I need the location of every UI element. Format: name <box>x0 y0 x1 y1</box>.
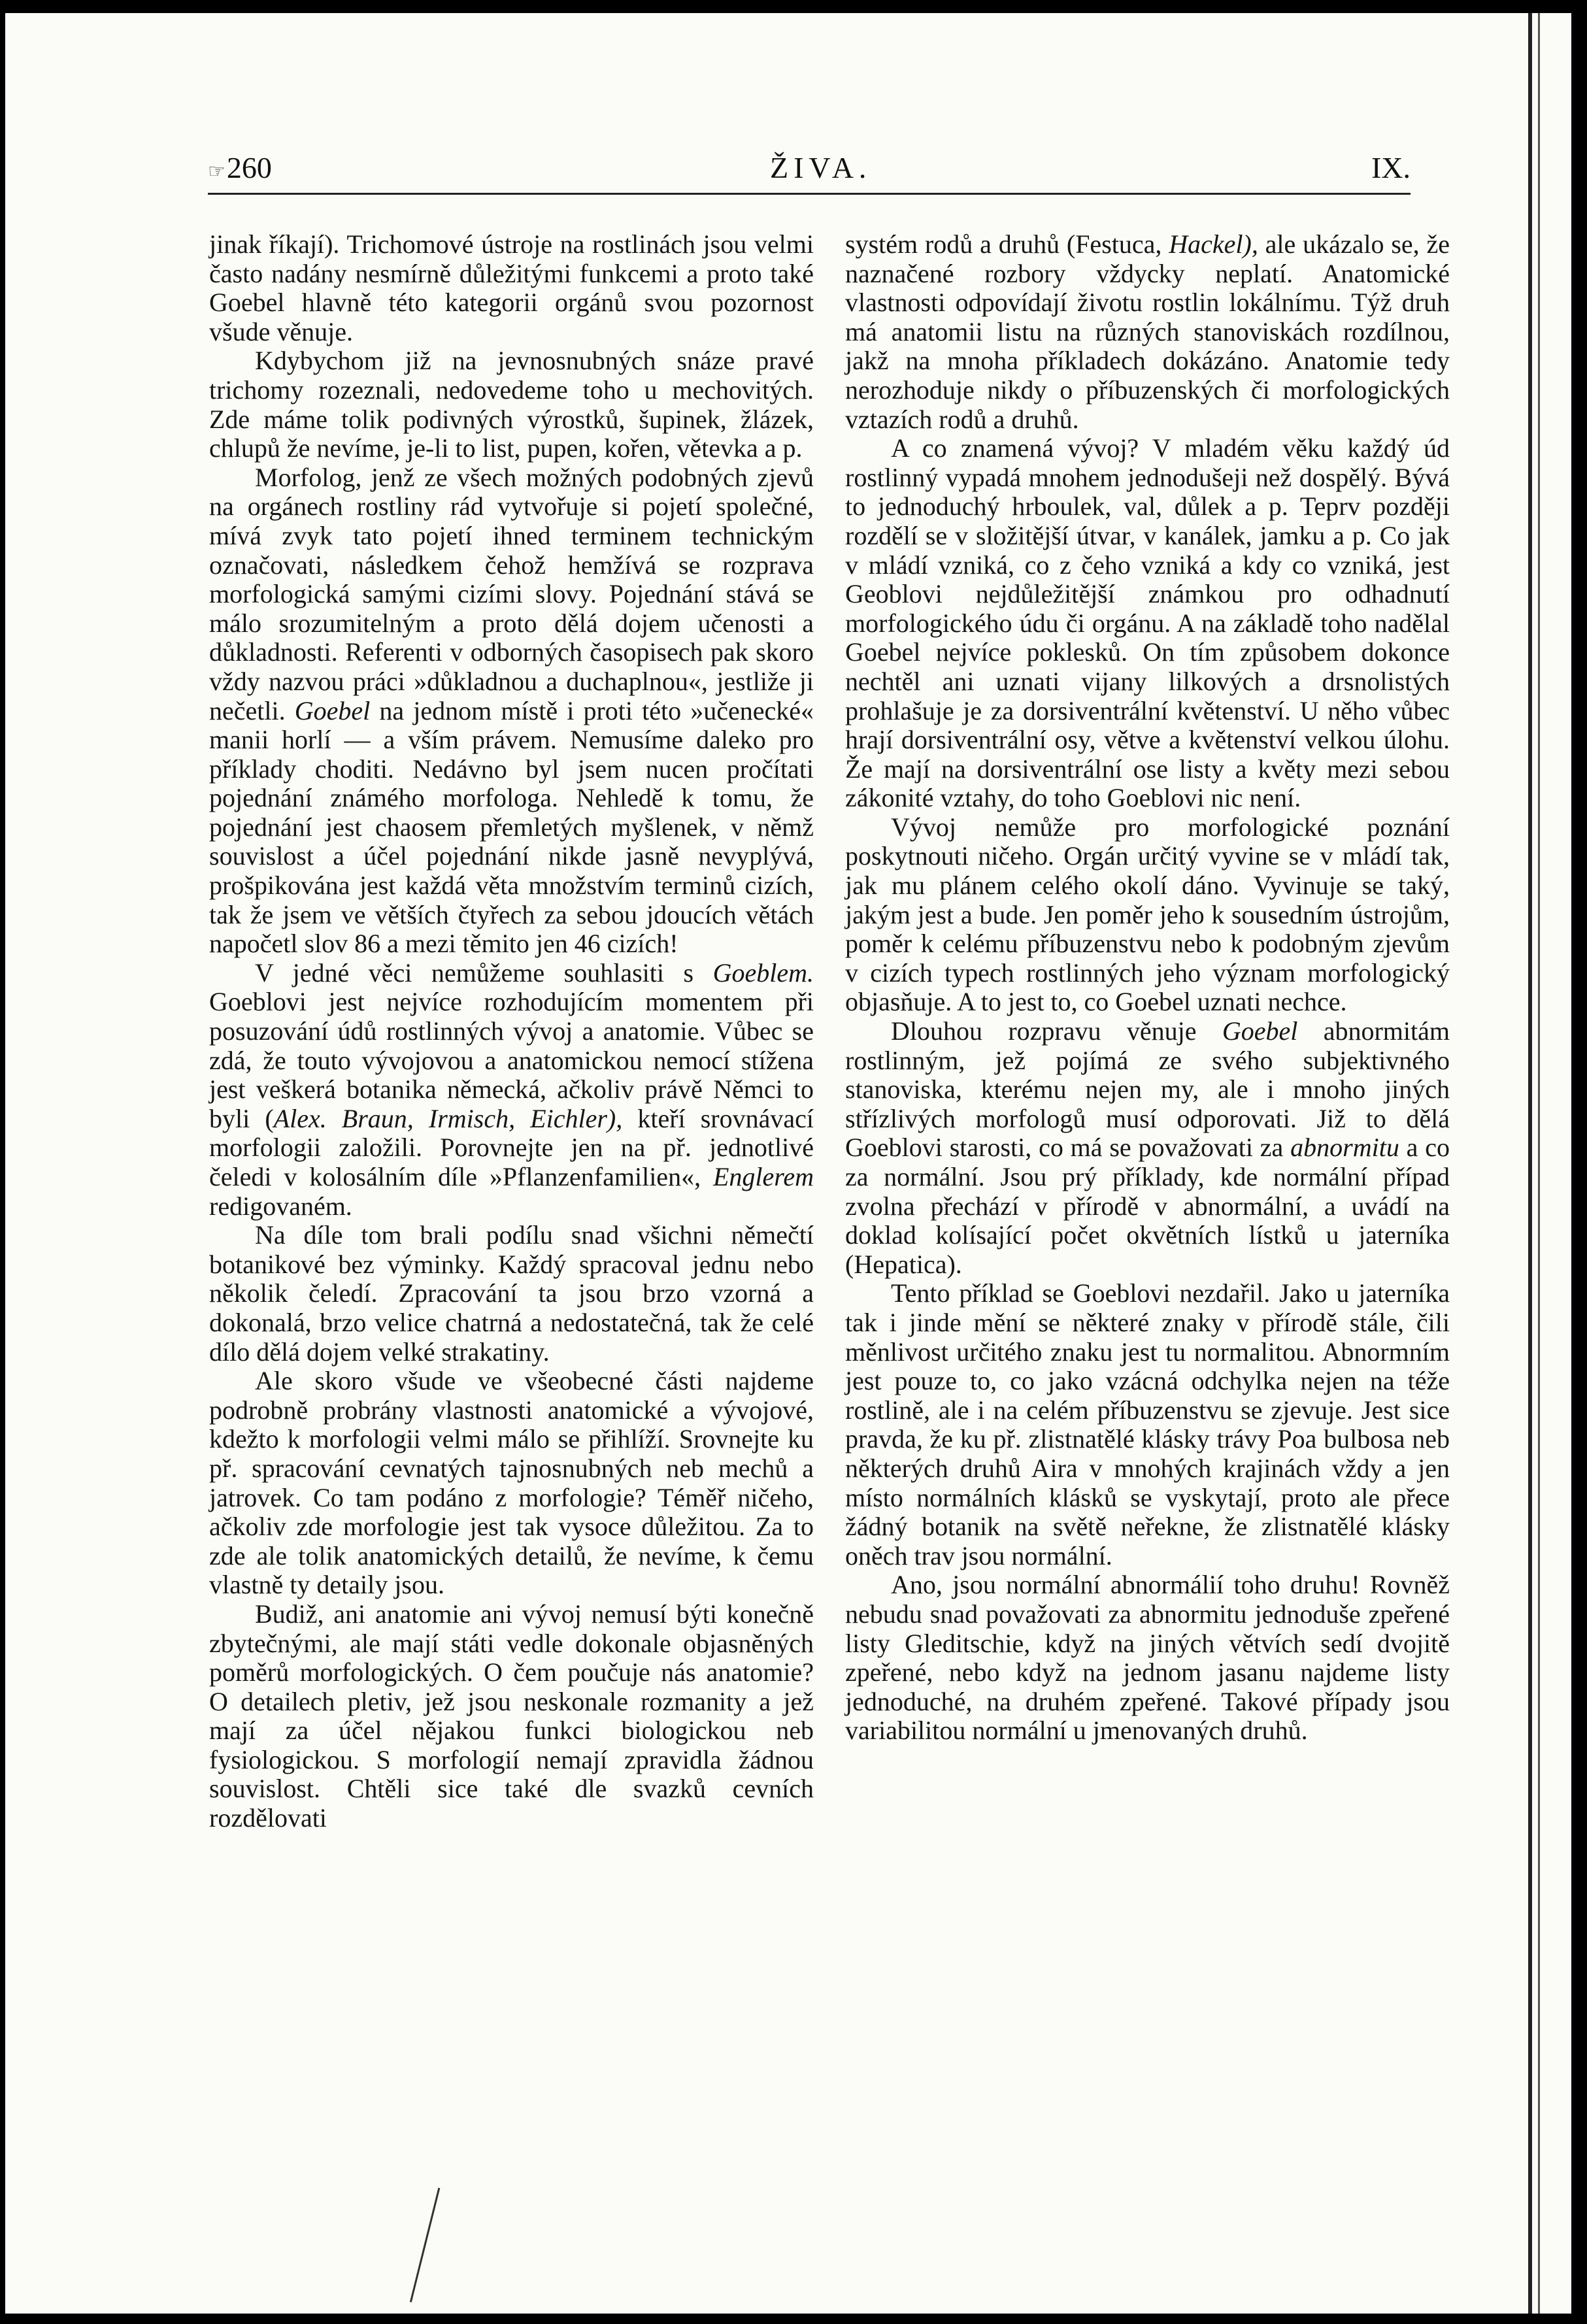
journal-title: ŽIVA. <box>770 151 872 184</box>
text-run: redigovaném. <box>209 1191 352 1221</box>
paragraph: Budiž, ani anatomie ani vývoj nemusí býti konečně zbytečnými, ale mají státi vedle dokonale objasněných poměrů morfologických. O čem poučuje nás anatomie? O detailech pletiv, jež jsou neskonale rozmanity a jež mají za účel nějakou funkci biologickou neb fysiologickou. S morfologií nemají zpravidla žádnou souvislost. Chtěli sice také dle svazků cevních rozdělovati <box>209 1599 814 1833</box>
text-run: Morfolog, jenž ze všech možných podobných zjevů na orgánech rostliny rád vytvořuje si pojetí společné, mívá zvyk tato pojetí ihned terminem technickým označovati, následkem čehož hemžívá se rozprava morfologická samými cizími slovy. Pojednání stává se málo srozumitelným a proto dělá dojem učenosti a důkladnosti. Referenti v odborných časopisech pak skoro vždy nazvou práci »důkladnou a duchaplnou«, jestliže ji nečetli. <box>209 462 814 725</box>
text-run: Dlouhou rozpravu věnuje <box>891 1016 1197 1046</box>
scanned-page <box>5 13 1571 2314</box>
italic-term: abnormitu <box>1290 1133 1399 1163</box>
right-column <box>845 230 1450 2125</box>
text-run: Goeblovi jest nejvíce rozhodujícím momentem při posuzování údů rostlinných vývoj a anatomie. Vůbec se zdá, že touto vývojovou a anatomickou nemocí stížena jest veškerá botanika německá, ačkoliv právě Němci to byli ( <box>209 987 814 1133</box>
book-spine-edge <box>1528 13 1532 2314</box>
text-run: abnormitám rostlinným, jež pojímá ze svého subjektivného stanoviska, kterému nejen my, ale i mnoho jiných střízlivých morfologů musí odporovati. Již to dělá Goeblovi starosti, co má se považovati za <box>845 1016 1450 1163</box>
paragraph: Vývoj nemůže pro morfologické poznání poskytnouti ničeho. Orgán určitý vyvine se v mládí tak, jak mu plánem celého okolí dáno. Vyvinuje se taký, jakým jest a bude. Jen poměr jeho k sousedním ústrojům, poměr k celému příbuzenstvu nebo k podobným zjevům v cizích typech rostlinných jeho význam morfologický objasňuje. A to jest to, co Goebel uznati nechce. <box>845 812 1450 1017</box>
page-mark-icon: ☞ <box>208 161 224 182</box>
paragraph <box>845 1017 1450 1279</box>
book-spine-shadow <box>1538 13 1540 2314</box>
text-run: na jednom místě i proti této »učenecké« manii horlí — a vším právem. Nemusíme daleko pro příklady choditi. Nedávno byl jsem nucen pročítati pojednání známého morfologa. Nehledě k tomu, že pojednání jest chaosem přemletých myšlenek, v němž souvislost a účel pojednání nikde jasně nevyplývá, prošpikována jest každá věta množstvím terminů cizích, tak že jsem ve větších čtyřech za sebou jdoucích větách napočetl slov 86 a mezi těmito jen 46 cizích! <box>209 695 814 959</box>
paragraph <box>845 230 1450 434</box>
volume-number: IX. <box>1371 151 1411 184</box>
text-run: kteří srovnávací morfologii založili. Porovnejte jen na př. jednotlivé čeledi v kolosálním díle »Pflanzenfamilien«, <box>209 1103 814 1191</box>
page-number <box>208 150 272 185</box>
paragraph: Ale skoro všude ve všeobecné části najdeme podrobně probrány vlastnosti anatomické a vývojové, kdežto k morfologii velmi málo se přihlíží. Srovnejte ku př. spracování cevnatých tajnosnubných neb mechů a jatrovek. Co tam podáno z morfologie? Téměř ničeho, ačkoliv zde morfologie jest tak vysoce důležitou. Za to zde ale tolik anatomických detailů, že nevíme, k čemu vlastně ty detaily jsou. <box>209 1366 814 1600</box>
text-run: ale ukázalo se, že naznačené rozbory vždycky neplatí. Anatomické vlastnosti odpovídají životu rostlin lokálnímu. Týž druh má anatomii listu na různých stanoviskách rozdílnou, jakž na mnoha příkladech dokázáno. Anatomie tedy nerozhoduje nikdy o příbuzenských či morfologických vztazích rodů a druhů. <box>845 229 1450 434</box>
left-column <box>209 230 814 2125</box>
italic-name: Goeblem. <box>712 957 814 988</box>
paragraph: Tento příklad se Goeblovi nezdařil. Jako u jaterníka tak i jinde mění se některé znaky v přírodě stále, čili měnlivost určitého znaku jest tu normalitou. Abnormním jest pouze to, co jako vzácná odchylka nejen na téže rostlině, ale i na celém příbuzenstvu se zjevuje. Jest sice pravda, že ku př. zlistnatělé klásky trávy Poa bulbosa neb některých druhů Aira v mnohých krajinách vždy a jen místo normálních klásků se vyskytají, proto ale přece žádný botanik na světě neřekne, že zlistnatělé klásky oněch trav jsou normální. <box>845 1278 1450 1570</box>
text-run: a co za normální. Jsou prý příklady, kde normální případ zvolna přechází v přírodě v abnormální, a uvádí na doklad kolísající počet okvětních lístků u jaterníka (Hepatica). <box>845 1133 1450 1279</box>
page-number-text: 260 <box>226 151 272 184</box>
paragraph: Ano, jsou normální abnormálií toho druhu! Rovněž nebudu snad považovati za abnormitu jednoduše zpeřené listy Gleditschie, když na jiných větvích sedí dvojitě zpeřené, nebo když na jednom jasanu najdeme listy jednoduché, na druhém zpeřené. Takové případy jsou variabilitou normální u jmenovaných druhů. <box>845 1570 1450 1746</box>
paragraph <box>209 463 814 959</box>
paragraph: Na díle tom brali podílu snad všichni němečtí botanikové bez výminky. Každý spracoval jednu nebo několik čeledí. Zpracování ta jsou brzo vzorná a dokonalá, brzo velice chatrná a nedostatečná, tak že celé dílo dělá dojem velké strakatiny. <box>209 1220 814 1367</box>
italic-name: Goebel <box>1222 1016 1298 1046</box>
italic-name: Englerem <box>712 1162 814 1191</box>
paragraph <box>209 959 814 1221</box>
pencil-mark <box>410 2187 465 2308</box>
paragraph: A co znamená vývoj? V mladém věku každý úd rostlinný vypadá mnohem jednodušeji než dospělý. Bývá to jednoduchý hrboulek, val, důlek a p. Teprv později rozdělí se v složitější útvar, v kanálek, jamku a p. Co jak v mládí vzniká, co z čeho vzniká a kdy co vzniká, jest Geoblovi nejdůležitější známkou pro odhadnutí morfologického údu či orgánu. A na základě toho nadělal Goebel nejvíce poklesků. On tím způsobem dokonce nechtěl ani uznati vijany lilkových a drsnolistých prohlašuje je za dorsiventrální květenství. U něho vůbec hrají dorsiventrální osy, větve a květenství velkou úlohu. Že mají na dorsiventrální ose listy a květy mezi sebou zákonité vztahy, do toho Goeblovi nic není. <box>845 433 1450 813</box>
paragraph: jinak říkají). Trichomové ústroje na rostlinách jsou velmi často nadány nesmírně důležitými funkcemi a proto také Goebel hlavně této kategorii orgánů svou pozornost všude věnuje. <box>209 229 814 346</box>
header-rule <box>208 193 1411 195</box>
italic-name: Hackel), <box>1169 229 1258 259</box>
text-run: systém rodů a druhů (Festuca, <box>845 229 1162 259</box>
text-run: V jedné věci nemůžeme souhlasiti s <box>255 957 694 988</box>
running-header <box>208 150 1411 196</box>
italic-name: Goebel <box>294 695 371 725</box>
italic-name: Alex. Braun, Irmisch, Eichler), <box>273 1103 623 1133</box>
paragraph: Kdybychom již na jevnosnubných snáze pravé trichomy rozeznali, nedovedeme toho u mechovitých. Zde máme tolik podivných výrostků, šupinek, žlázek, chlupů že nevíme, je-li to list, pupen, kořen, větevka a p. <box>209 346 814 463</box>
